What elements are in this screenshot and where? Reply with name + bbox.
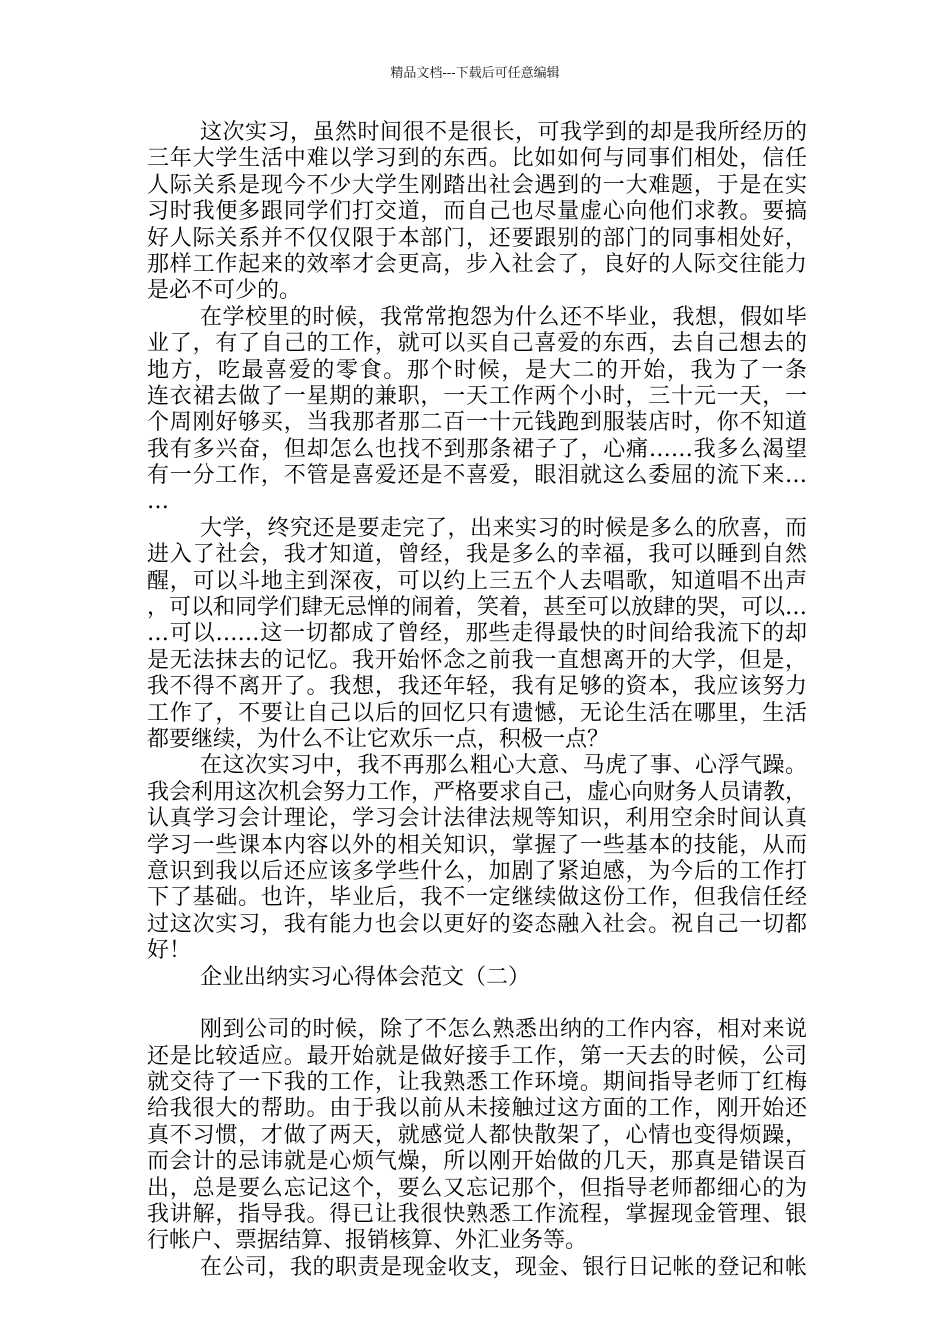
text-line: 还是比较适应。最开始就是做好接手工作，第一天去的时候，公司 <box>147 1043 807 1069</box>
text-line: 企业出纳实习心得体会范文（二） <box>200 964 531 990</box>
text-line: 在这次实习中，我不再那么粗心大意、马虎了事、心浮气躁。 <box>200 753 807 779</box>
page-header: 精品文档---下载后可任意编辑 <box>390 66 560 81</box>
text-line: 习时我便多跟同学们打交道，而自己也尽量虚心向他们求教。要搞 <box>147 199 807 225</box>
text-line: 业了，有了自己的工作，就可以买自己喜爱的东西，去自己想去的 <box>147 331 807 357</box>
text-line: 给我很大的帮助。由于我以前从未接触过这方面的工作，刚开始还 <box>147 1096 807 1122</box>
text-line: 在学校里的时候，我常常抱怨为什么还不毕业，我想，假如毕 <box>200 304 807 330</box>
text-line: 大学，终究还是要走完了，出来实习的时候是多么的欣喜，而 <box>200 515 807 541</box>
text-line: 真不习惯，才做了两天，就感觉人都快散架了，心情也变得烦躁， <box>147 1122 807 1148</box>
text-line: 我讲解，指导我。得已让我很快熟悉工作流程，掌握现金管理、银 <box>147 1202 807 1228</box>
text-line: …可以……这一切都成了曾经，那些走得最快的时间给我流下的却 <box>147 621 807 647</box>
text-line: 是必不可少的。 <box>147 278 302 304</box>
text-line: 出，总是要么忘记这个，要么又忘记那个，但指导老师都细心的为 <box>147 1175 807 1201</box>
text-line: 工作了，不要让自己以后的回忆只有遗憾，无论生活在哪里，生活 <box>147 700 807 726</box>
text-line: 连衣裙去做了一星期的兼职，一天工作两个小时，三十元一天，一 <box>147 383 807 409</box>
text-line: 我不得不离开了。我想，我还年轻，我有足够的资本，我应该努力 <box>147 674 807 700</box>
text-line: 人际关系是现今不少大学生刚踏出社会遇到的一大难题，于是在实 <box>147 172 807 198</box>
text-line: 是无法抹去的记忆。我开始怀念之前我一直想离开的大学，但是， <box>147 647 807 673</box>
text-line: 进入了社会，我才知道，曾经，我是多么的幸福，我可以睡到自然 <box>147 542 807 568</box>
text-line: 有一分工作，不管是喜爱还是不喜爱，眼泪就这么委屈的流下来… <box>147 463 807 489</box>
text-line: … <box>147 489 169 515</box>
text-line: 这次实习，虽然时间很不是很长，可我学到的却是我所经历的 <box>200 120 807 145</box>
text-line: 过这次实习，我有能力也会以更好的姿态融入社会。祝自己一切都 <box>147 911 807 937</box>
text-line: 学习一些课本内容以外的相关知识，掌握了一些基本的技能，从而 <box>147 832 807 858</box>
text-line: 刚到公司的时候，除了不怎么熟悉出纳的工作内容，相对来说 <box>200 1017 807 1043</box>
text-line: 我有多兴奋，但却怎么也找不到那条裙子了，心痛……我多么渴望 <box>147 436 807 462</box>
text-line: 就交待了一下我的工作，让我熟悉工作环境。期间指导老师丁红梅 <box>147 1070 807 1096</box>
text-line: 意识到我以后还应该多学些什么，加剧了紧迫感，为今后的工作打 <box>147 858 807 884</box>
text-line: 行帐户、票据结算、报销核算、外汇业务等。 <box>147 1228 588 1254</box>
text-line: ，可以和同学们肆无忌惮的闹着，笑着，甚至可以放肆的哭，可以… <box>147 595 808 621</box>
text-line: 好人际关系并不仅仅限于本部门，还要跟别的部门的同事相处好， <box>147 225 807 251</box>
text-line: 那样工作起来的效率才会更高，步入社会了，良好的人际交往能力 <box>147 251 807 277</box>
text-line: 醒，可以斗地主到深夜，可以约上三五个人去唱歌，知道唱不出声 <box>147 568 807 594</box>
body-text <box>147 120 807 1281</box>
text-line: 下了基础。也许，毕业后，我不一定继续做这份工作，但我信任经 <box>147 885 807 911</box>
text-line: 都要继续，为什么不让它欢乐一点，积极一点？ <box>147 726 610 752</box>
text-line: 在公司，我的职责是现金收支，现金、银行日记帐的登记和帐 <box>200 1254 807 1280</box>
text-line: 好！ <box>147 938 192 964</box>
blank-line <box>147 991 807 1017</box>
text-line: 三年大学生活中难以学习到的东西。比如如何与同事们相处，信任 <box>147 146 807 172</box>
text-line: 认真学习会计理论，学习会计法律法规等知识，利用空余时间认真 <box>147 806 807 832</box>
text-line: 而会计的忌讳就是心烦气燥，所以刚开始做的几天，那真是错误百 <box>147 1149 807 1175</box>
text-line: 个周刚好够买，当我那者那二百一十元钱跑到服装店时，你不知道 <box>147 410 807 436</box>
text-line: 我会利用这次机会努力工作，严格要求自己，虚心向财务人员请教， <box>147 779 808 805</box>
text-line: 地方，吃最喜爱的零食。那个时候，是大二的开始，我为了一条 <box>147 357 807 383</box>
